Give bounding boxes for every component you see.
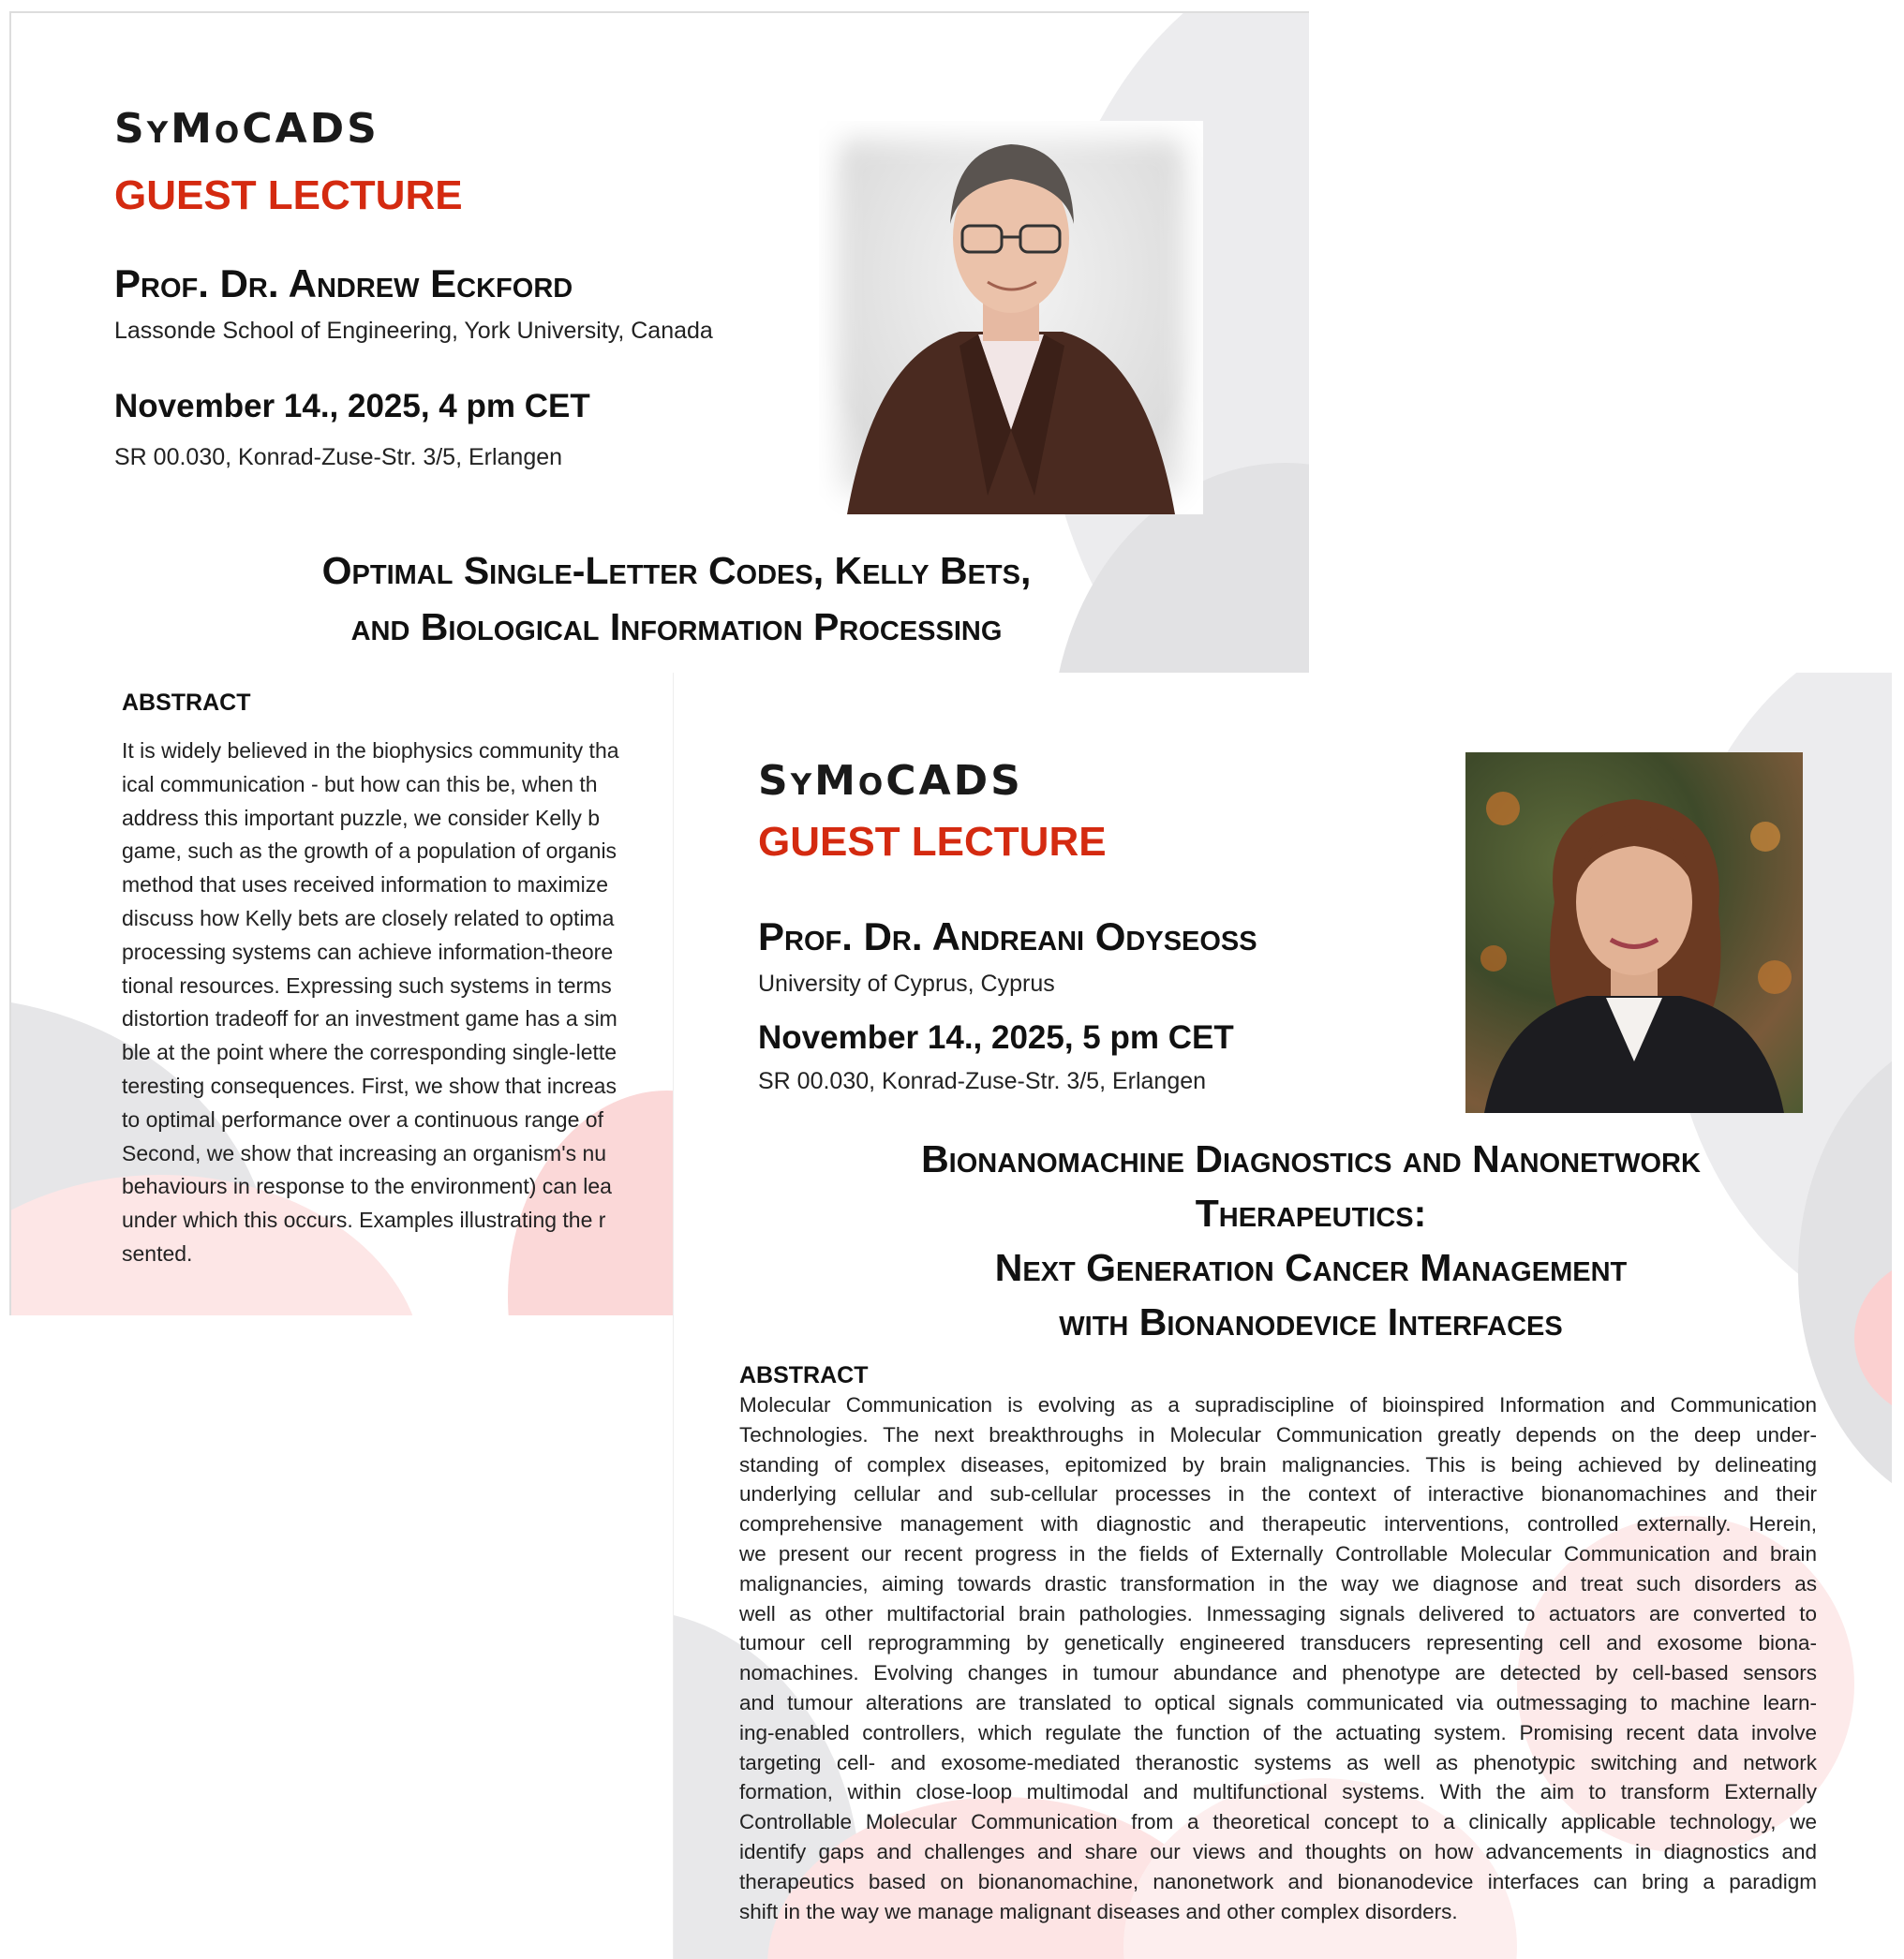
speaker-name: Prof. Dr. Andreani Odyseoss (758, 914, 1257, 958)
abstract-line: method that uses received information to maximize (122, 872, 609, 898)
abstract-line: processing systems can achieve information-theore (122, 939, 614, 964)
abstract-line: formation, within close-loop multimodal and multifunctional systems. With the aim to transform Externally (739, 1780, 1817, 1804)
abstract-line: and tumour alterations are translated to optical signals communicated via outmessaging to machine learn- (739, 1690, 1817, 1714)
abstract-line: tional resources. Expressing such systems in terms (122, 972, 612, 998)
abstract-line: comprehensive management with diagnostic and therapeutic interventions, controlled externally. Herein, (739, 1512, 1817, 1536)
abstract-line: sented. (122, 1240, 193, 1266)
lecture-title-line-1: Optimal Single-Letter Codes, Kelly Bets, (321, 549, 1032, 592)
abstract-line: tumour cell reprogramming by genetically engineered transducers representing cell and exosome biona- (739, 1631, 1817, 1655)
speaker-photo (1465, 752, 1803, 1113)
guest-lecture-label: GUEST LECTURE (114, 172, 463, 218)
abstract-line: we present our recent progress in the fields of Externally Controllable Molecular Communication and brain (739, 1541, 1817, 1566)
abstract-line: Molecular Communication is evolving as a supradiscipline of bioinspired Information and Communication (739, 1393, 1817, 1417)
abstract-line: game, such as the growth of a population of organis (122, 839, 617, 864)
abstract-line: targeting cell- and exosome-mediated theranostic systems as well as phenotypic switching and network (739, 1750, 1817, 1774)
abstract-line: therapeutics based on bionanomachine, nanonetwork and bionanodevice interfaces can bring a paradigm (739, 1869, 1817, 1893)
abstract-line: address this important puzzle, we consider Kelly b (122, 805, 601, 830)
brand-logo (758, 757, 1023, 805)
abstract-line: Controllable Molecular Communication from a theoretical concept to a clinically applicable technology, we (739, 1810, 1817, 1834)
abstract-line: Second, we show that increasing an organism's nu (122, 1140, 607, 1165)
lecture-title-line-1: Bionanomachine Diagnostics and Nanonetwork (921, 1137, 1701, 1180)
abstract-line: teresting consequences. First, we show that increas (122, 1073, 617, 1098)
abstract-line: ing-enabled controllers, which regulate the function of the actuating system. Promising recent data involve (739, 1720, 1817, 1744)
brand-text: SyMoCADS (114, 105, 379, 153)
speaker-affiliation: University of Cyprus, Cyprus (758, 971, 1055, 997)
abstract-text (739, 1390, 1817, 1926)
lecture-title-line-4: with Bionanodevice Interfaces (1059, 1300, 1563, 1343)
poster-odyseoss (673, 673, 1892, 1959)
abstract-line: well as other multifactorial brain pathologies. Inmessaging signals delivered to actuators are converted to (739, 1601, 1817, 1625)
portrait-illustration (819, 121, 1203, 514)
abstract-line: nomachines. Evolving changes in tumour abundance and phenotype are detected by cell-based sensors (739, 1661, 1817, 1685)
abstract-heading: ABSTRACT (122, 690, 251, 716)
lecture-title-line-2: and Biological Information Processing (350, 605, 1003, 648)
abstract-line: discuss how Kelly bets are closely related to optima (122, 905, 615, 930)
abstract-line: Technologies. The next breakthroughs in Molecular Communication greatly depends on the deep under- (739, 1422, 1817, 1447)
lecture-title-line-3: Next Generation Cancer Management (994, 1246, 1628, 1289)
abstract-line: identify gaps and challenges and share our views and thoughts on how advancements in diagnostics and (739, 1839, 1817, 1863)
abstract-line: underlying cellular and sub-cellular processes in the context of interactive bionanomachines and their (739, 1482, 1817, 1506)
abstract-line: ble at the point where the corresponding single-lette (122, 1040, 617, 1065)
abstract-line: under which this occurs. Examples illustrating the r (122, 1208, 606, 1233)
lecture-venue: SR 00.030, Konrad-Zuse-Str. 3/5, Erlangen (758, 1068, 1207, 1094)
guest-lecture-label: GUEST LECTURE (758, 819, 1107, 865)
abstract-line: to optimal performance over a continuous range of (122, 1106, 603, 1132)
abstract-line: It is widely believed in the biophysics community tha (122, 738, 619, 763)
speaker-affiliation: Lassonde School of Engineering, York University, Canada (114, 318, 713, 344)
portrait-illustration (1465, 752, 1803, 1113)
lecture-title-line-2: Therapeutics: (1195, 1192, 1427, 1235)
abstract-line: standing of complex diseases, epitomized by brain malignancies. This is being achieved by delineating (739, 1452, 1817, 1477)
abstract-heading: ABSTRACT (739, 1362, 869, 1388)
lecture-venue: SR 00.030, Konrad-Zuse-Str. 3/5, Erlangen (114, 444, 563, 470)
abstract-line: distortion tradeoff for an investment game has a sim (122, 1006, 617, 1031)
brand-text: SyMoCADS (758, 757, 1023, 805)
lecture-date: November 14., 2025, 5 pm CET (758, 1019, 1234, 1056)
lecture-date: November 14., 2025, 4 pm CET (114, 388, 590, 424)
speaker-name: Prof. Dr. Andrew Eckford (114, 261, 573, 305)
abstract-line: ical communication - but how can this be, when th (122, 771, 598, 796)
abstract-line: malignancies, aiming towards drastic transformation in the way we diagnose and treat such disorders as (739, 1571, 1817, 1595)
lecture-title (114, 542, 1239, 655)
lecture-title (730, 1132, 1892, 1349)
brand-logo (114, 105, 379, 153)
speaker-photo (819, 121, 1203, 514)
abstract-text (122, 735, 703, 1271)
abstract-line: shift in the way we manage malignant diseases and other complex disorders. (739, 1899, 1458, 1923)
abstract-line: behaviours in response to the environment) can lea (122, 1174, 612, 1199)
